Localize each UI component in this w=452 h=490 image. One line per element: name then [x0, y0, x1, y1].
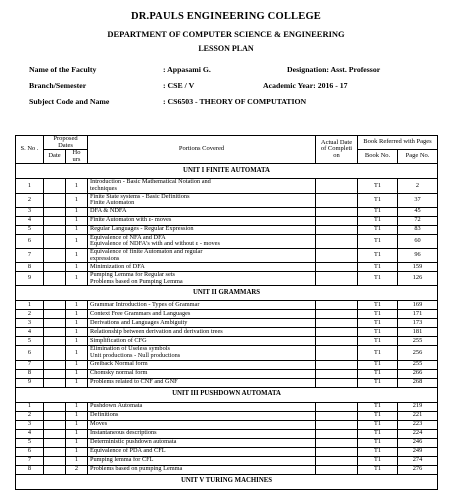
date-cell	[44, 216, 66, 225]
portion-line: Equivalence of NFA and DFA	[90, 233, 166, 241]
unit-title: UNIT I FINITE AUTOMATA	[16, 164, 438, 179]
document-title: LESSON PLAN	[198, 44, 254, 53]
book-no-cell: T1	[358, 319, 398, 328]
hours-cell: 1	[66, 411, 88, 420]
hours-cell: 1	[66, 301, 88, 310]
portion-line: Finite Automaton	[90, 199, 135, 207]
portion-cell	[88, 179, 316, 193]
page-no-cell: 159	[398, 263, 438, 272]
portion-line: Pushdown Automata	[90, 402, 143, 410]
unit-title: UNIT II GRAMMARS	[16, 286, 438, 301]
book-no-cell: T1	[358, 420, 398, 429]
actual-date-cell	[316, 301, 358, 310]
hours-cell: 1	[66, 337, 88, 346]
actual-date-cell	[316, 411, 358, 420]
sno-cell: 7	[16, 360, 44, 369]
table-row	[16, 225, 438, 234]
book-no-cell: T1	[358, 234, 398, 248]
date-cell	[44, 337, 66, 346]
table-row	[16, 328, 438, 337]
portion-cell	[88, 225, 316, 234]
table-row	[16, 456, 438, 465]
actual-date-cell	[316, 346, 358, 360]
book-no-cell: T1	[358, 465, 398, 474]
hours-cell: 1	[66, 328, 88, 337]
portion-line: Equivalence of NDFA's with and without ε - moves	[90, 240, 220, 248]
table-row	[16, 263, 438, 272]
table-row	[16, 310, 438, 319]
book-no-cell: T1	[358, 429, 398, 438]
actual-date-cell	[316, 248, 358, 262]
portion-line: Deterministic pushdown automata	[90, 438, 177, 446]
sno-cell: 9	[16, 378, 44, 387]
hours-cell: 1	[66, 447, 88, 456]
sno-cell: 1	[16, 301, 44, 310]
book-no-cell: T1	[358, 337, 398, 346]
faculty-value: : Appasami G.	[163, 65, 211, 74]
actual-date-cell	[316, 193, 358, 207]
portion-cell	[88, 369, 316, 378]
table-row	[16, 411, 438, 420]
date-cell	[44, 225, 66, 234]
portion-cell	[88, 319, 316, 328]
page-no-cell: 221	[398, 411, 438, 420]
date-cell	[44, 263, 66, 272]
sno-cell: 5	[16, 438, 44, 447]
date-cell	[44, 346, 66, 360]
actual-date-cell	[316, 216, 358, 225]
portion-line: expressions	[90, 254, 120, 262]
date-cell	[44, 301, 66, 310]
page-no-cell: 246	[398, 438, 438, 447]
portion-cell	[88, 438, 316, 447]
portion-line: Instantaneous descriptions	[90, 429, 157, 437]
page-no-cell: 72	[398, 216, 438, 225]
sno-cell: 5	[16, 225, 44, 234]
actual-date-cell	[316, 179, 358, 193]
book-no-cell: T1	[358, 447, 398, 456]
actual-date-cell	[316, 263, 358, 272]
portion-cell	[88, 411, 316, 420]
portion-cell	[88, 216, 316, 225]
table-row	[16, 465, 438, 474]
hours-cell: 1	[66, 263, 88, 272]
page-no-cell: 223	[398, 420, 438, 429]
portion-line: Pumping Lemma for Regular sets	[90, 271, 175, 279]
sno-cell: 3	[16, 319, 44, 328]
date-header: Date	[44, 150, 66, 164]
actual-date-cell	[316, 429, 358, 438]
portion-cell	[88, 465, 316, 474]
portion-line: Introduction - Basic Mathematical Notation and	[90, 178, 211, 186]
portion-line: Equivalence of finite Automaton and regular	[90, 247, 203, 255]
portion-line: Problems based on pumping Lemma	[90, 465, 183, 473]
portion-line: Minimization of DFA	[90, 262, 145, 270]
table-row	[16, 420, 438, 429]
sno-cell: 5	[16, 337, 44, 346]
actual-date-cell	[316, 234, 358, 248]
portion-line: Regular Languages - Regular Expression	[90, 225, 194, 233]
table-row	[16, 301, 438, 310]
subject-value: : CS6503 - THEORY OF COMPUTATION	[163, 97, 307, 106]
hours-cell: 1	[66, 207, 88, 216]
page-no-cell: 181	[398, 328, 438, 337]
hours-cell: 1	[66, 420, 88, 429]
date-cell	[44, 378, 66, 387]
actual-date-header: Actual Date of Completi on	[316, 136, 358, 164]
portion-line: Elimination of Useless symbols	[90, 345, 170, 353]
book-no-cell: T1	[358, 369, 398, 378]
hours-cell: 1	[66, 310, 88, 319]
actual-date-cell	[316, 456, 358, 465]
table-row	[16, 346, 438, 360]
unit-title: UNIT III PUSHDOWN AUTOMATA	[16, 387, 438, 402]
book-no-cell: T1	[358, 438, 398, 447]
portion-line: Greiback Normal form	[90, 360, 148, 368]
sno-cell: 4	[16, 429, 44, 438]
portion-line: Simplification of CFG	[90, 337, 147, 345]
page-no-cell: 255	[398, 337, 438, 346]
actual-date-cell	[316, 369, 358, 378]
portion-cell	[88, 346, 316, 360]
table-row	[16, 319, 438, 328]
book-no-cell: T1	[358, 411, 398, 420]
hours-cell: 1	[66, 179, 88, 193]
table-row	[16, 429, 438, 438]
date-cell	[44, 402, 66, 411]
portion-cell	[88, 193, 316, 207]
page-no-cell: 126	[398, 272, 438, 286]
sno-cell: 3	[16, 420, 44, 429]
portions-header: Portions Covered	[88, 136, 316, 164]
sno-cell: 7	[16, 248, 44, 262]
book-no-cell: T1	[358, 328, 398, 337]
book-no-cell: T1	[358, 179, 398, 193]
table-row	[16, 216, 438, 225]
hours-cell: 1	[66, 429, 88, 438]
portion-line: Relationship between derivation and derivation trees	[90, 328, 223, 336]
actual-date-cell	[316, 438, 358, 447]
table-row	[16, 248, 438, 262]
date-cell	[44, 438, 66, 447]
date-cell	[44, 360, 66, 369]
portion-line: Definitions	[90, 411, 119, 419]
designation: Designation: Asst. Professor	[287, 65, 381, 74]
portion-line: Derivations and Languages Ambiguity	[90, 319, 188, 327]
hours-cell: 1	[66, 360, 88, 369]
table-row	[16, 179, 438, 193]
lesson-plan-body	[16, 164, 438, 489]
book-referred-header: Book Referred with Pages	[358, 136, 438, 150]
book-no-cell: T1	[358, 456, 398, 465]
sno-cell: 6	[16, 447, 44, 456]
date-cell	[44, 328, 66, 337]
actual-date-cell	[316, 402, 358, 411]
page-no-cell: 173	[398, 319, 438, 328]
actual-date-cell	[316, 337, 358, 346]
portion-cell	[88, 301, 316, 310]
portion-cell	[88, 328, 316, 337]
hours-cell: 1	[66, 248, 88, 262]
book-no-cell: T1	[358, 272, 398, 286]
date-cell	[44, 193, 66, 207]
sno-cell: 1	[16, 179, 44, 193]
table-row	[16, 360, 438, 369]
portion-line: Unit productions - Null productions	[90, 351, 181, 359]
table-row	[16, 369, 438, 378]
sno-cell: 2	[16, 411, 44, 420]
lesson-plan-table	[15, 135, 438, 490]
table-row	[16, 378, 438, 387]
page-no-cell: 249	[398, 447, 438, 456]
hours-cell: 1	[66, 272, 88, 286]
page-no-cell: 255	[398, 360, 438, 369]
book-no-cell: T1	[358, 360, 398, 369]
branch-value: : CSE / V	[163, 81, 195, 90]
hours-cell: 1	[66, 319, 88, 328]
table-row	[16, 234, 438, 248]
hours-cell: 1	[66, 225, 88, 234]
book-no-cell: T1	[358, 301, 398, 310]
hours-cell: 1	[66, 216, 88, 225]
table-row	[16, 193, 438, 207]
hours-cell: 1	[66, 346, 88, 360]
page-no-cell: 37	[398, 193, 438, 207]
portion-cell	[88, 402, 316, 411]
date-cell	[44, 411, 66, 420]
book-no-cell: T1	[358, 402, 398, 411]
sno-cell: 8	[16, 263, 44, 272]
portion-cell	[88, 360, 316, 369]
faculty-label: Name of the Faculty	[29, 65, 97, 74]
date-cell	[44, 179, 66, 193]
branch-label: Branch/Semester	[29, 81, 87, 90]
actual-date-cell	[316, 360, 358, 369]
portion-cell	[88, 378, 316, 387]
date-cell	[44, 207, 66, 216]
date-cell	[44, 310, 66, 319]
date-cell	[44, 429, 66, 438]
hours-cell: 1	[66, 456, 88, 465]
sno-cell: 4	[16, 216, 44, 225]
date-cell	[44, 248, 66, 262]
portion-line: Moves	[90, 420, 108, 428]
actual-date-cell	[316, 207, 358, 216]
actual-date-cell	[316, 328, 358, 337]
portion-line: Finite Automaton with ε- moves	[90, 216, 172, 224]
sno-cell: 4	[16, 328, 44, 337]
hours-header: Ho urs	[66, 150, 88, 164]
unit-title: UNIT V TURING MACHINES	[16, 474, 438, 489]
date-cell	[44, 234, 66, 248]
sno-cell: 6	[16, 234, 44, 248]
page-no-cell: 60	[398, 234, 438, 248]
sno-cell: 8	[16, 369, 44, 378]
portion-cell	[88, 310, 316, 319]
actual-date-cell	[316, 272, 358, 286]
portion-cell	[88, 420, 316, 429]
portion-line: Pumping lemma for CFL	[90, 456, 154, 464]
actual-date-cell	[316, 465, 358, 474]
page-no-cell: 219	[398, 402, 438, 411]
proposed-dates-header: Proposed Dates	[44, 136, 88, 150]
page-no-cell: 276	[398, 465, 438, 474]
hours-cell: 1	[66, 369, 88, 378]
page-no-cell: 2	[398, 179, 438, 193]
actual-date-cell	[316, 420, 358, 429]
portion-cell	[88, 207, 316, 216]
hours-cell: 1	[66, 193, 88, 207]
book-no-cell: T1	[358, 263, 398, 272]
page-no-cell: 45	[398, 207, 438, 216]
portion-line: Problems related to CNF and GNF	[90, 378, 178, 386]
table-row	[16, 272, 438, 286]
sno-cell: 2	[16, 193, 44, 207]
portion-line: Equivalence of PDA and CFL	[90, 447, 166, 455]
date-cell	[44, 456, 66, 465]
hours-cell: 1	[66, 378, 88, 387]
date-cell	[44, 319, 66, 328]
table-row	[16, 337, 438, 346]
sno-cell: 8	[16, 465, 44, 474]
page-no-cell: 83	[398, 225, 438, 234]
portion-line: techniques	[90, 184, 117, 192]
hours-cell: 1	[66, 438, 88, 447]
page-no-cell: 169	[398, 301, 438, 310]
sno-cell: 1	[16, 402, 44, 411]
college-title: DR.PAULS ENGINEERING COLLEGE	[130, 11, 322, 22]
book-no-cell: T1	[358, 378, 398, 387]
portion-line: Context Free Grammars and Languages	[90, 310, 191, 318]
page-no-cell: 266	[398, 369, 438, 378]
actual-date-cell	[316, 319, 358, 328]
portion-cell	[88, 429, 316, 438]
portion-cell	[88, 272, 316, 286]
sno-cell: 7	[16, 456, 44, 465]
page-no-cell: 256	[398, 346, 438, 360]
book-no-cell: T1	[358, 248, 398, 262]
department-title: DEPARTMENT OF COMPUTER SCIENCE & ENGINEERING	[107, 29, 345, 39]
book-no-cell: T1	[358, 346, 398, 360]
date-cell	[44, 465, 66, 474]
actual-date-cell	[316, 225, 358, 234]
date-cell	[44, 420, 66, 429]
book-no-cell: T1	[358, 225, 398, 234]
page-no-cell: 224	[398, 429, 438, 438]
page-no-cell: 96	[398, 248, 438, 262]
portion-cell	[88, 234, 316, 248]
book-no-cell: T1	[358, 193, 398, 207]
sno-header: S. No .	[16, 136, 44, 164]
actual-date-cell	[316, 310, 358, 319]
portion-line: Grammar Introduction - Types of Grammar	[90, 301, 200, 309]
unit-heading-row	[16, 164, 438, 179]
hours-cell: 2	[66, 465, 88, 474]
subject-label: Subject Code and Name	[29, 97, 110, 106]
unit-heading-row	[16, 387, 438, 402]
sno-cell: 3	[16, 207, 44, 216]
portion-line: Problems based on Pumping Lemma	[90, 277, 183, 285]
sno-cell: 2	[16, 310, 44, 319]
portion-cell	[88, 456, 316, 465]
table-row	[16, 402, 438, 411]
portion-cell	[88, 248, 316, 262]
portion-line: DFA & NDFA	[90, 207, 127, 215]
unit-heading-row	[16, 286, 438, 301]
sno-cell: 9	[16, 272, 44, 286]
date-cell	[44, 272, 66, 286]
hours-cell: 1	[66, 402, 88, 411]
book-no-cell: T1	[358, 216, 398, 225]
portion-line: Chomsky normal form	[90, 369, 148, 377]
actual-date-cell	[316, 378, 358, 387]
unit-heading-row	[16, 474, 438, 489]
hours-cell: 1	[66, 234, 88, 248]
table-row	[16, 438, 438, 447]
date-cell	[44, 369, 66, 378]
page-no-cell: 274	[398, 456, 438, 465]
page-no-cell: 268	[398, 378, 438, 387]
portion-line: Finite State systems - Basic Definitions	[90, 192, 190, 200]
book-no-cell: T1	[358, 207, 398, 216]
sno-cell: 6	[16, 346, 44, 360]
page-no-header: Page No.	[398, 150, 438, 164]
book-no-cell: T1	[358, 310, 398, 319]
page-no-cell: 171	[398, 310, 438, 319]
table-row	[16, 207, 438, 216]
book-no-header: Book No.	[358, 150, 398, 164]
academic-year: Academic Year: 2016 - 17	[263, 81, 348, 90]
